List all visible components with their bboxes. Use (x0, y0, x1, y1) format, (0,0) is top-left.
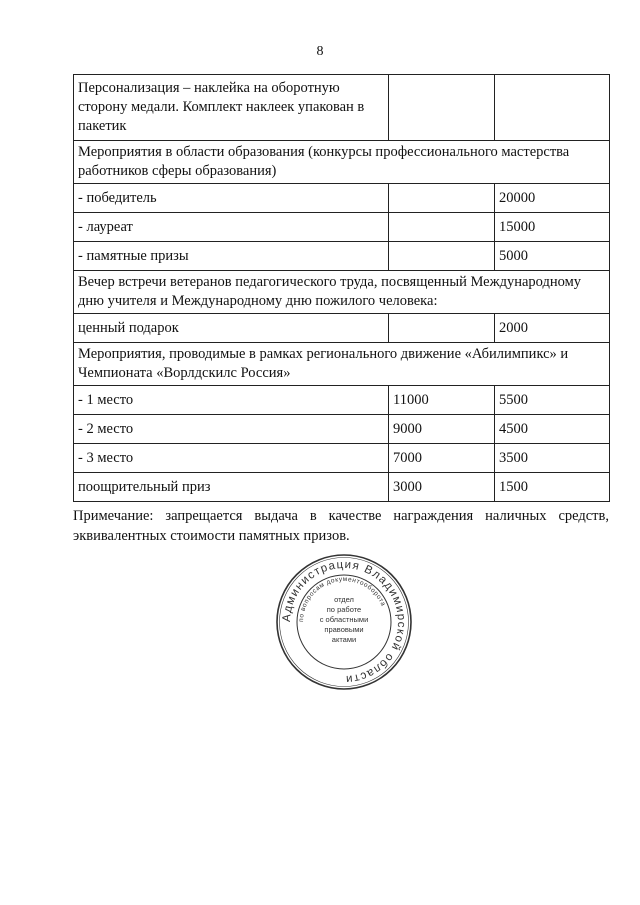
row-label: - 1 место (74, 386, 389, 415)
stamp-center-line: актами (331, 635, 357, 644)
table-row (74, 75, 610, 141)
row-value-1: 7000 (389, 444, 495, 473)
row-value-1 (389, 242, 495, 271)
table-row (74, 473, 610, 502)
row-value-2: 4500 (495, 415, 610, 444)
row-value-1 (389, 213, 495, 242)
stamp-center-line: отдел (334, 595, 354, 604)
row-label: - победитель (74, 184, 389, 213)
stamp-inner-text: по вопросам документооборота (297, 575, 387, 623)
stamp-center-line: правовыми (324, 625, 364, 634)
row-label: - 3 место (74, 444, 389, 473)
row-label: - лауреат (74, 213, 389, 242)
section-label: Мероприятия, проводимые в рамках регионального движение «Абилимпикс» и Чемпионата «Ворлдскилс Россия» (74, 343, 610, 386)
stamp-center-line: с областными (319, 615, 369, 624)
row-label: - памятные призы (74, 242, 389, 271)
row-value-2: 2000 (495, 314, 610, 343)
table-row (74, 386, 610, 415)
row-value-2: 1500 (495, 473, 610, 502)
row-value-1 (389, 314, 495, 343)
stamp-outer-text: Администрация Владимирской области (280, 558, 408, 686)
section-row (74, 141, 610, 184)
section-label: Вечер встречи ветеранов педагогического труда, посвященный Международному дню учителя и Международному дню пожилого человека: (74, 271, 610, 314)
row-value-1: 9000 (389, 415, 495, 444)
table-row (74, 184, 610, 213)
row-value-2: 5500 (495, 386, 610, 415)
page-number: 8 (316, 44, 324, 59)
row-value-2: 15000 (495, 213, 610, 242)
section-row (74, 343, 610, 386)
table-row (74, 213, 610, 242)
row-value-2 (495, 75, 610, 141)
official-stamp (274, 552, 414, 692)
row-value-1 (389, 75, 495, 141)
row-value-1: 11000 (389, 386, 495, 415)
table-row (74, 444, 610, 473)
table-row (74, 415, 610, 444)
row-value-2: 5000 (495, 242, 610, 271)
row-value-1 (389, 184, 495, 213)
row-label: Персонализация – наклейка на оборотную сторону медали. Комплект наклеек упакован в пакетик (74, 75, 389, 141)
section-label: Мероприятия в области образования (конкурсы профессионального мастерства работников сферы образования) (74, 141, 610, 184)
awards-table (73, 74, 610, 502)
row-value-1: 3000 (389, 473, 495, 502)
stamp-center-line: по работе (326, 605, 362, 614)
footnote: Примечание: запрещается выдача в качестве награждения наличных средств, эквивалентных стоимости памятных призов. (73, 508, 609, 544)
table-row (74, 242, 610, 271)
row-label: ценный подарок (74, 314, 389, 343)
table-row (74, 314, 610, 343)
row-value-2: 20000 (495, 184, 610, 213)
row-value-2: 3500 (495, 444, 610, 473)
section-row (74, 271, 610, 314)
row-label: - 2 место (74, 415, 389, 444)
row-label: поощрительный приз (74, 473, 389, 502)
